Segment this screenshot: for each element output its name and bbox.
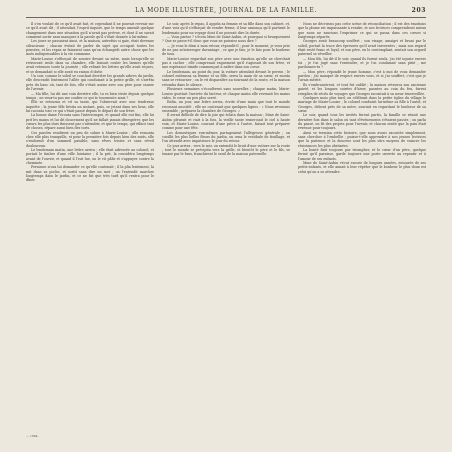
paragraph: Ce jour arriva ; vers le soir, on entendit le bruit d'une voiture sur la route ; tout le monde se précipita vers la grille, et bientôt le père et le fils, se tenant par le bras, franchirent le seuil de la maison paternelle. (162, 143, 290, 157)
paragraph: — Vous partez ? s'écria Mme de Saint-Aubin, et pourquoi si brusquement ? Que se passe-t-il donc que vous ne puissiez nous dire ? (162, 35, 290, 44)
text-column-1 (26, 22, 154, 430)
paragraph: Ainsi se termina cette histoire, que nous avons racontée simplement, sans chercher à l'embellir ; puisse-t-elle apprendre à nos jeunes lectrices que la patience et la douceur sont les plus sûrs moyens de vaincre les résistances les plus obstinées. (298, 130, 426, 148)
paragraph: Le soir, quand tous les invités furent partis, la famille se réunit une dernière fois dans le salon où tant d'événements s'étaient passés ; on parla du passé, on fit des projets pour l'avenir, et chacun sentit que la paix était revenue pour toujours. (298, 113, 426, 131)
paragraph: Il serait difficile de dire la joie qui éclata dans la maison ; Mme de Saint-Aubin pleurait et riait à la fois, la vieille tante remerciait le ciel à haute voix, et Marie-Louise, courant d'une pièce à l'autre, faisait tout préparer comme pour une fête. (162, 113, 290, 131)
text-column-2 (162, 22, 290, 430)
paragraph: — Mon fils, lui dit-il le soir, quand ils furent seuls, j'ai été injuste envers toi ; je t'ai jugé sans t'entendre, et je t'ai condamné sans pitié ; me pardonnes-tu ? (298, 56, 426, 70)
paragraph: Le soir, après le repas, il appela sa femme et sa fille dans son cabinet, et, d'une voix qu'il s'efforçait de rendre ferme, il leur annonça qu'il partirait le lendemain pour un voyage dont il ne pouvait dire la durée. (162, 22, 290, 35)
paragraph: Les jours se passaient ainsi, et la maison, autrefois si gaie, était devenue silencieuse ; chacun évitait de parler du sujet qui occupait toutes les pensées, et les repas se faisaient sans qu'on échangeât autre chose que les mots indispensables à la vie commune. (26, 39, 154, 57)
paragraph: Mme de Saint-Aubin vécut encore de longues années, entourée de ses petits-enfants, et elle aimait à leur répéter que le bonheur le plus doux est celui qu'on a su attendre. (298, 161, 426, 174)
journal-title: LA MODE ILLUSTRÉE, JOURNAL DE LA FAMILLE. (135, 7, 317, 14)
paragraph: La bonne dame l'écouta sans l'interrompre, et quand elle eut fini, elle lui prit les mains et lui dit doucement qu'il ne fallait jamais désespérer, que les cœurs les plus durs finissent par s'attendrir, et que le temps, qui efface tant de choses, répare aussi bien des torts. (26, 113, 154, 131)
paragraph: Le lendemain matin, une lettre arriva ; elle était adressée au colonel, et portait le timbre d'une ville lointaine ; il la prit, la considéra longtemps avant de l'ouvrir, et quand il l'eut lue, on le vit pâlir et s'appuyer contre la cheminée. (26, 147, 154, 165)
paragraph: Plusieurs semaines s'écoulèrent sans nouvelles ; chaque matin, Marie-Louise guettait l'arrivée du facteur, et chaque matin elle revenait les mains vides, le cœur un peu plus serré. (162, 87, 290, 100)
paragraph: — Mon père, répondit le jeune homme, c'est à moi de vous demander pardon ; j'ai manqué de respect envers vous, et si j'ai souffert, c'est que je l'avais mérité. (298, 69, 426, 83)
paragraph: Marie-Louise regardait son père avec une émotion qu'elle ne cherchait pas à cacher ; elle comprenait vaguement qu'il s'agissait de son frère, et une espérance timide commençait à naître dans son cœur. (162, 56, 290, 70)
paragraph: Ils s'embrassèrent, et tout fut oublié ; la maison retrouva son ancienne gaieté, et les longues soirées d'hiver, passées au coin du feu, furent remplies de récits de voyages que Georges racontait à sa sœur émerveillée. (298, 82, 426, 96)
paragraph: Nous ne décrirons pas cette scène de réconciliation ; il est des émotions que la plume est impuissante à rendre, et nos lectrices comprendront mieux que nous ne saurions l'exprimer ce qui se passa dans ces cœurs si longtemps séparés. (298, 22, 426, 40)
paragraph: Ces paroles rendirent un peu de calme à Marie-Louise ; elle remonta chez elle plus tranquille, et pour la première fois depuis bien des nuits, elle s'endormit d'un sommeil paisible, sans rêves tristes et sans réveil douloureux. (26, 130, 154, 148)
paragraph: Un soir, comme le soleil se couchait derrière les grands arbres du jardin, elle descendit lentement l'allée qui conduisait à la petite grille, et s'arrêta près du banc où, tant de fois, elle s'était assise avec son père pour causer de l'avenir. (26, 74, 154, 92)
paragraph: Il s'en voulait de ce qu'il avait fait, et cependant il ne pouvait revenir sur ce qu'il avait dit ; il attendait, l'esprit inquiet, que le temps amenât quelque changement dans une situation qu'il n'avait pas prévue, et dont il ne savait comment sortir sans manquer à la parole qu'il s'était donnée à lui-même. (26, 22, 154, 40)
paragraph: Le lendemain, au point du jour, la voiture attendait devant le perron ; le colonel embrassa sa femme et sa fille, serra la main de sa sœur, et monta sans se retourner ; on le vit disparaître au tournant de la route, et la maison retomba dans le silence. (162, 69, 290, 87)
paragraph: La bonté finit toujours par triompher, et le cœur d'un père, quelque fermé qu'il paraisse, garde toujours une porte ouverte au repentir et à l'amour de ses enfants. (298, 147, 426, 161)
paragraph: — Ma fille, lui dit une voix derrière elle, tu es bien triste depuis quelque temps ; ne veux-tu pas me confier ce qui te tourmente ainsi ? (26, 91, 154, 100)
paragraph: Georges avait beaucoup souffert ; son visage, amaigri et bruni par le soleil, portait la trace des épreuves qu'il avait traversées ; mais son regard était resté franc et loyal, et son père, en le contemplant, sentait son orgueil paternel se réveiller. (298, 39, 426, 57)
paragraph: Personne n'osa lui demander ce qu'elle contenait ; il la plia lentement, la mit dans sa poche, et sortit sans dire un mot ; on l'entendit marcher longtemps dans le jardin, et ce ne fut que très tard qu'il rentra pour le dîner. (26, 165, 154, 183)
text-column-3 (298, 22, 426, 430)
paragraph: Les domestiques eux-mêmes partageaient l'allégresse générale ; on cueillit les plus belles fleurs du jardin, on orna le vestibule de feuillage, et l'on attendit avec impatience le jour du retour. (162, 130, 290, 144)
paragraph: — Je vous le dirai à mon retour, répondit-il ; pour le moment, je vous prie de ne pas m'interroger davantage ; ce que je fais, je le fais pour le bonheur de tous. (162, 43, 290, 57)
paragraph: Enfin, un jour, une lettre arriva, écrite d'une main que tout le monde reconnut aussitôt ; elle ne contenait que quelques lignes : « Nous revenons ensemble ; préparez la chambre de Georges. » (162, 100, 290, 113)
header-rule (26, 17, 426, 18)
paragraph: Elle se retourna et vit sa tante, qui l'observait avec une tendresse inquiète ; la jeune fille hésita un instant, puis, se jetant dans ses bras, elle lui raconta tout ce qui s'était passé depuis le départ de son frère. (26, 100, 154, 113)
paragraph: Marie-Louise s'efforçait de sourire devant sa mère, mais lorsqu'elle se retrouvait seule dans sa chambre, elle laissait couler les larmes qu'elle avait retenues toute la journée ; elle relisait les lettres qu'elle avait reçues, et se demandait si elle avait eu raison d'obéir. (26, 56, 154, 74)
paragraph: Quelques mois plus tard, on célébrait dans la petite église du village le mariage de Marie-Louise ; le colonel conduisit lui-même sa fille à l'autel, et Georges, debout près de sa mère, souriait en regardant le bonheur de sa sœur. (298, 95, 426, 113)
page-number: 203 (411, 7, 426, 14)
page-footer: — 1864. (26, 434, 39, 438)
